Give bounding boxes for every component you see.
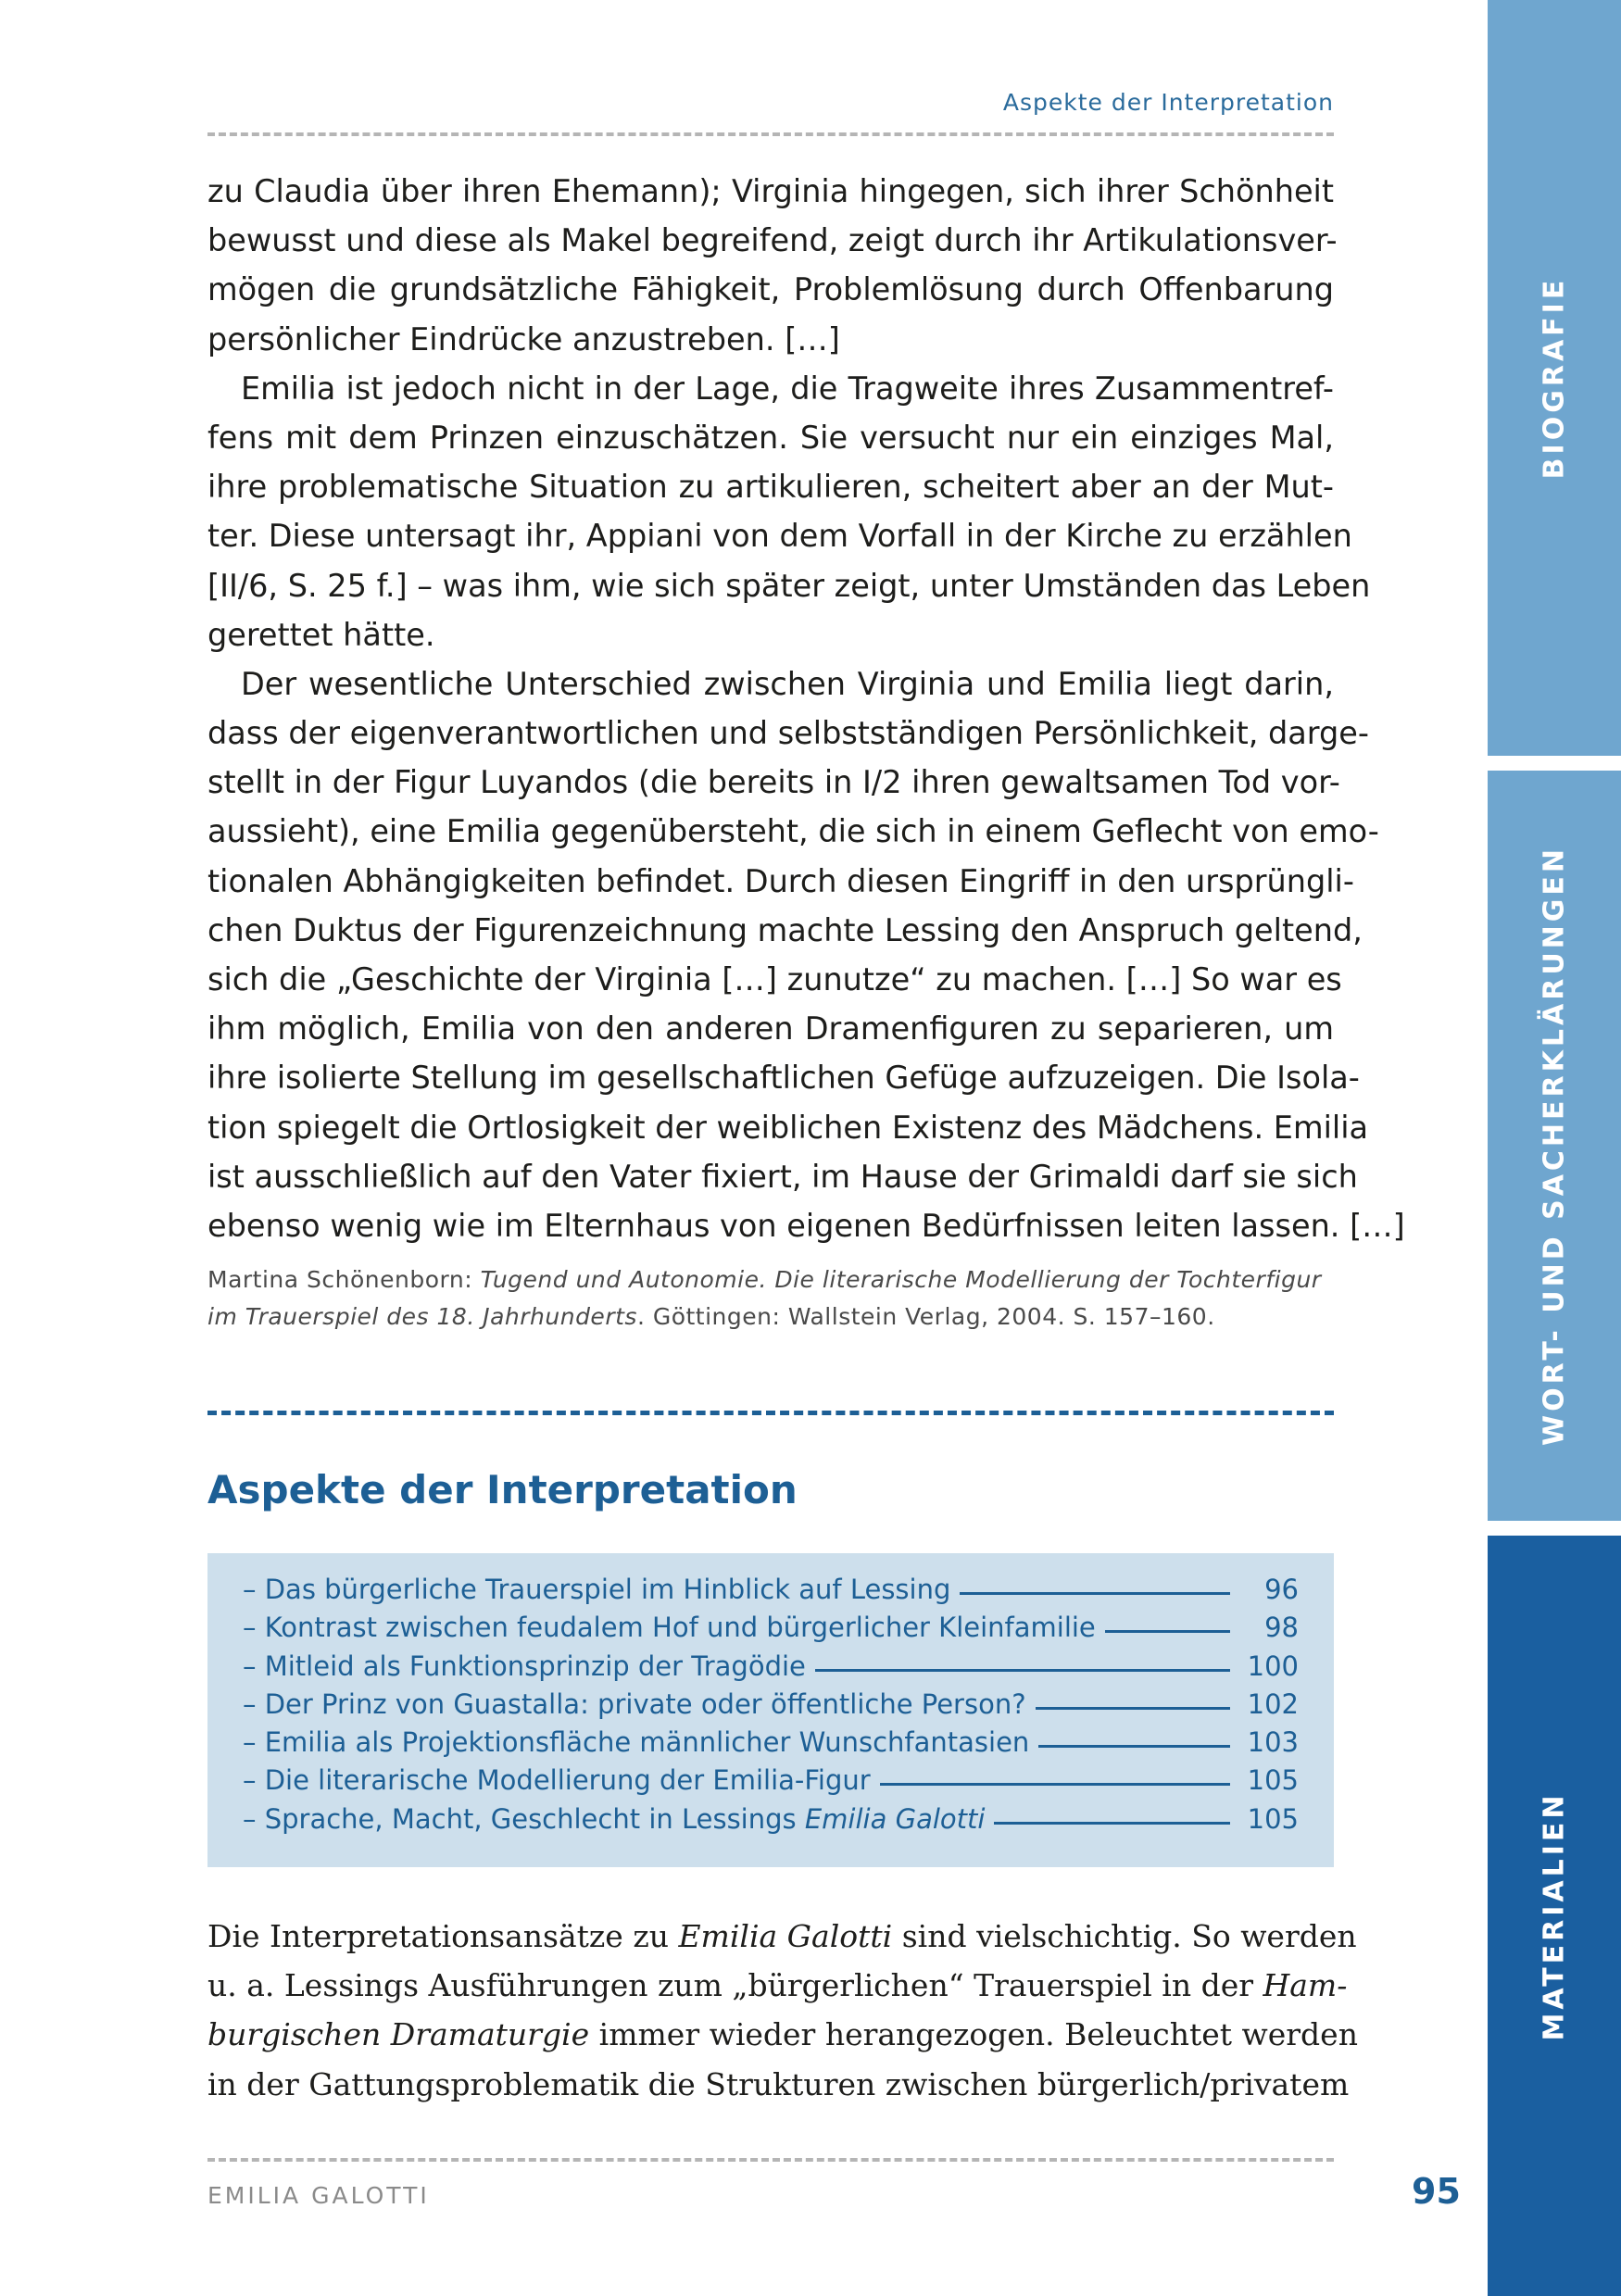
- footer-book-title: EMILIA GALOTTI: [207, 2182, 430, 2209]
- text-line: Emilia ist jedoch nicht in der Lage, die Tragweite ihres Zusammentref-: [241, 370, 1334, 407]
- toc-leader: [994, 1822, 1230, 1825]
- citation-publisher: . Göttingen: Wallstein Verlag, 2004. S. 157–160.: [636, 1303, 1215, 1330]
- section-heading: Aspekte der Interpretation: [207, 1467, 798, 1512]
- toc-leader: [1038, 1745, 1230, 1748]
- toc-page: 100: [1247, 1650, 1299, 1682]
- toc-leader: [815, 1669, 1230, 1672]
- tab-label: MATERIALIEN: [1538, 1790, 1571, 2041]
- toc-leader: [1036, 1707, 1230, 1710]
- toc-page: 103: [1247, 1726, 1299, 1759]
- toc-title: – Das bürgerliche Trauerspiel im Hinblick auf Lessing: [243, 1574, 951, 1605]
- text-line: Der wesentliche Unterschied zwischen Virginia und Emilia liegt darin,: [241, 665, 1334, 702]
- text-line: tion spiegelt die Ortlosigkeit der weiblichen Existenz des Mädchens. Emilia: [207, 1109, 1369, 1146]
- tab-label: BIOGRAFIE: [1538, 276, 1571, 480]
- text-line: ihm möglich, Emilia von den anderen Dramenfiguren zu separieren, um: [207, 1010, 1334, 1048]
- header-divider: [207, 132, 1334, 136]
- text-line: burgischen Dramaturgie immer wieder herangezogen. Beleuchtet werden: [207, 2016, 1358, 2053]
- toc-page: 105: [1247, 1764, 1299, 1797]
- toc-entry[interactable]: [243, 1612, 1299, 1650]
- toc-title: – Mitleid als Funktionsprinzip der Tragödie: [243, 1650, 806, 1682]
- toc-leader: [960, 1592, 1230, 1595]
- citation: [207, 1261, 1334, 1336]
- tab-wort-und-sacherklaerungen[interactable]: [1488, 771, 1621, 1521]
- toc-leader: [1105, 1630, 1230, 1633]
- text-line: persönlicher Eindrücke anzustreben. […]: [207, 320, 840, 358]
- toc-page: 98: [1264, 1612, 1299, 1644]
- intro-paragraph: [207, 1912, 1358, 2109]
- toc-entry[interactable]: [243, 1803, 1299, 1841]
- toc-title: – Kontrast zwischen feudalem Hof und bürgerlicher Kleinfamilie: [243, 1612, 1096, 1644]
- running-head: Aspekte der Interpretation: [1002, 89, 1334, 116]
- toc-entry[interactable]: [243, 1650, 1299, 1688]
- footer-divider: [207, 2158, 1334, 2162]
- text-line: [II/6, S. 25 f.] – was ihm, wie sich später zeigt, unter Umständen das Leben: [207, 567, 1371, 604]
- section-divider: [207, 1411, 1334, 1415]
- text-line: ist ausschließlich auf den Vater fixiert, im Hause der Grimaldi darf sie sich: [207, 1158, 1358, 1195]
- text-line: Die Interpretationsansätze zu Emilia Galotti sind vielschichtig. So werden: [207, 1918, 1357, 1954]
- text-line: zu Claudia über ihren Ehemann); Virginia hingegen, sich ihrer Schönheit: [207, 173, 1334, 209]
- text-line: gerettet hätte.: [207, 616, 435, 653]
- text-line: chen Duktus der Figurenzeichnung machte Lessing den Anspruch geltend,: [207, 911, 1363, 948]
- text-line: stellt in der Figur Luyandos (die bereits in I/2 ihren gewaltsamen Tod vor-: [207, 764, 1340, 801]
- text-line: tionalen Abhängigkeiten befindet. Durch diesen Eingriff in den ursprüngli-: [207, 862, 1354, 899]
- text-line: u. a. Lessings Ausführungen zum „bürgerlichen“ Trauerspiel in der Ham-: [207, 1967, 1348, 2004]
- text-line: bewusst und diese als Makel begreifend, zeigt durch ihr Artikulationsver-: [207, 222, 1338, 259]
- page-number: 95: [1412, 2171, 1461, 2212]
- text-line: ter. Diese untersagt ihr, Appiani von dem Vorfall in der Kirche zu erzählen: [207, 518, 1352, 555]
- toc-entry[interactable]: [243, 1574, 1299, 1612]
- text-line: aussieht), eine Emilia gegenübersteht, die sich in einem Geflecht von emo-: [207, 813, 1379, 850]
- text-line: sich die „Geschichte der Virginia […] zunutze“ zu machen. […] So war es: [207, 961, 1342, 997]
- quote-text: [207, 167, 1405, 1250]
- citation-author: Martina Schönenborn:: [207, 1266, 481, 1293]
- tab-biografie[interactable]: [1488, 0, 1621, 756]
- citation-title: Tugend und Autonomie. Die literarische Modellierung der Tochterfigur im Trauerspiel des 18. Jahrhunderts: [207, 1266, 1322, 1330]
- text-line: ihre isolierte Stellung im gesellschaftlichen Gefüge aufzuzeigen. Die Isola-: [207, 1060, 1360, 1097]
- toc-leader: [880, 1783, 1230, 1786]
- text-line: ebenso wenig wie im Elternhaus von eigenen Bedürfnissen leiten lassen. […]: [207, 1207, 1405, 1244]
- tab-materialien[interactable]: [1488, 1536, 1621, 2296]
- tab-label: WORT- UND SACHERKLÄRUNGEN: [1538, 845, 1571, 1447]
- text-line: ihre problematische Situation zu artikulieren, scheitert aber an der Mut-: [207, 469, 1334, 506]
- text-line: fens mit dem Prinzen einzuschätzen. Sie versucht nur ein einziges Mal,: [207, 419, 1334, 456]
- toc-page: 96: [1264, 1574, 1299, 1605]
- text-line: in der Gattungsproblematik die Strukturen zwischen bürgerlich/privatem: [207, 2065, 1350, 2102]
- toc-title: – Die literarische Modellierung der Emilia-Figur: [243, 1764, 871, 1797]
- toc-title: – Emilia als Projektionsfläche männlicher Wunschfantasien: [243, 1726, 1030, 1759]
- text-line: dass der eigenverantwortlichen und selbstständigen Persönlichkeit, darge-: [207, 715, 1369, 752]
- toc-entry[interactable]: [243, 1764, 1299, 1802]
- toc-page: 105: [1247, 1802, 1299, 1835]
- toc-title: – Der Prinz von Guastalla: private oder öffentliche Person?: [243, 1687, 1026, 1720]
- toc-title: – Sprache, Macht, Geschlecht in Lessings Emilia Galotti: [243, 1802, 986, 1835]
- toc-entry[interactable]: [243, 1726, 1299, 1764]
- toc-entry[interactable]: [243, 1688, 1299, 1726]
- toc-page: 102: [1247, 1687, 1299, 1720]
- text-line: mögen die grundsätzliche Fähigkeit, Problemlösung durch Offenbarung: [207, 271, 1334, 308]
- toc-box: [207, 1553, 1334, 1867]
